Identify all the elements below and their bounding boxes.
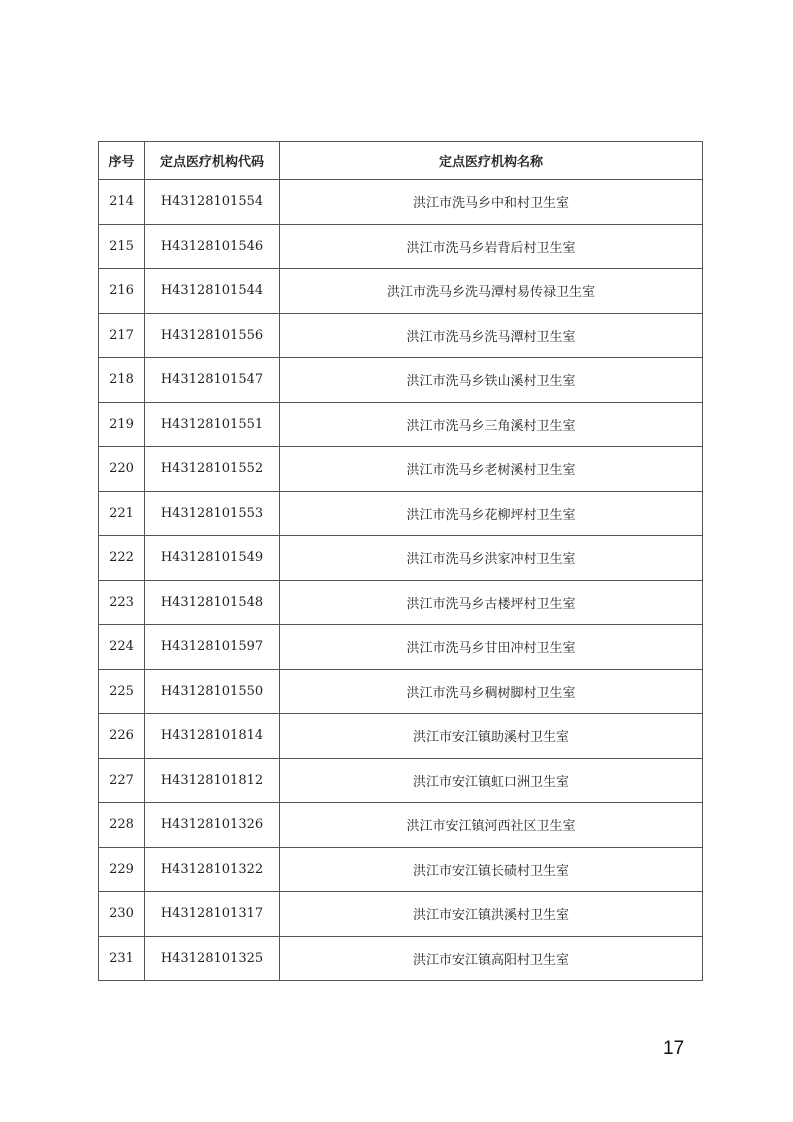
row-code: H43128101554 [145, 180, 280, 225]
header-serial: 序号 [99, 142, 145, 180]
row-code: H43128101552 [145, 447, 280, 492]
row-name: 洪江市安江镇河西社区卫生室 [280, 803, 703, 848]
row-name: 洪江市洗马乡三角溪村卫生室 [280, 402, 703, 447]
table-row [99, 625, 703, 670]
header-code: 定点医疗机构代码 [145, 142, 280, 180]
row-code: H43128101317 [145, 892, 280, 937]
row-serial: 229 [99, 847, 145, 892]
row-serial: 217 [99, 313, 145, 358]
table-header-row [99, 142, 703, 180]
row-name: 洪江市洗马乡洪家冲村卫生室 [280, 536, 703, 581]
row-serial: 223 [99, 580, 145, 625]
row-code: H43128101546 [145, 224, 280, 269]
row-code: H43128101556 [145, 313, 280, 358]
header-name: 定点医疗机构名称 [280, 142, 703, 180]
row-name: 洪江市安江镇助溪村卫生室 [280, 714, 703, 759]
row-code: H43128101325 [145, 936, 280, 981]
row-name: 洪江市洗马乡古楼坪村卫生室 [280, 580, 703, 625]
row-serial: 225 [99, 669, 145, 714]
row-code: H43128101812 [145, 758, 280, 803]
table-row [99, 714, 703, 759]
table-row [99, 936, 703, 981]
table-row [99, 758, 703, 803]
row-name: 洪江市安江镇虹口洲卫生室 [280, 758, 703, 803]
row-code: H43128101551 [145, 402, 280, 447]
row-code: H43128101814 [145, 714, 280, 759]
row-code: H43128101547 [145, 358, 280, 403]
row-name: 洪江市洗马乡稠树脚村卫生室 [280, 669, 703, 714]
table-row [99, 580, 703, 625]
table-row [99, 491, 703, 536]
row-serial: 214 [99, 180, 145, 225]
row-name: 洪江市洗马乡中和村卫生室 [280, 180, 703, 225]
row-name: 洪江市洗马乡洗马潭村卫生室 [280, 313, 703, 358]
table-row [99, 669, 703, 714]
row-name: 洪江市洗马乡甘田冲村卫生室 [280, 625, 703, 670]
row-code: H43128101549 [145, 536, 280, 581]
row-code: H43128101544 [145, 269, 280, 314]
table-row [99, 269, 703, 314]
table-row [99, 358, 703, 403]
row-serial: 215 [99, 224, 145, 269]
row-name: 洪江市安江镇高阳村卫生室 [280, 936, 703, 981]
row-serial: 216 [99, 269, 145, 314]
row-code: H43128101550 [145, 669, 280, 714]
row-name: 洪江市洗马乡洗马潭村易传禄卫生室 [280, 269, 703, 314]
row-name: 洪江市洗马乡老树溪村卫生室 [280, 447, 703, 492]
table-row [99, 892, 703, 937]
row-name: 洪江市安江镇长碛村卫生室 [280, 847, 703, 892]
row-serial: 222 [99, 536, 145, 581]
row-serial: 231 [99, 936, 145, 981]
row-serial: 219 [99, 402, 145, 447]
row-serial: 221 [99, 491, 145, 536]
table-row [99, 224, 703, 269]
row-serial: 226 [99, 714, 145, 759]
row-name: 洪江市安江镇洪溪村卫生室 [280, 892, 703, 937]
table-body [99, 180, 703, 981]
row-name: 洪江市洗马乡花柳坪村卫生室 [280, 491, 703, 536]
row-serial: 227 [99, 758, 145, 803]
row-name: 洪江市洗马乡铁山溪村卫生室 [280, 358, 703, 403]
page-number: 17 [663, 1038, 685, 1059]
institution-table [98, 141, 703, 981]
table-row [99, 803, 703, 848]
row-code: H43128101548 [145, 580, 280, 625]
row-code: H43128101326 [145, 803, 280, 848]
table-row [99, 847, 703, 892]
table-row [99, 402, 703, 447]
row-code: H43128101597 [145, 625, 280, 670]
table-row [99, 536, 703, 581]
row-serial: 220 [99, 447, 145, 492]
row-code: H43128101553 [145, 491, 280, 536]
row-name: 洪江市洗马乡岩背后村卫生室 [280, 224, 703, 269]
table-row [99, 313, 703, 358]
row-code: H43128101322 [145, 847, 280, 892]
row-serial: 218 [99, 358, 145, 403]
table-row [99, 447, 703, 492]
row-serial: 228 [99, 803, 145, 848]
row-serial: 230 [99, 892, 145, 937]
table-row [99, 180, 703, 225]
row-serial: 224 [99, 625, 145, 670]
